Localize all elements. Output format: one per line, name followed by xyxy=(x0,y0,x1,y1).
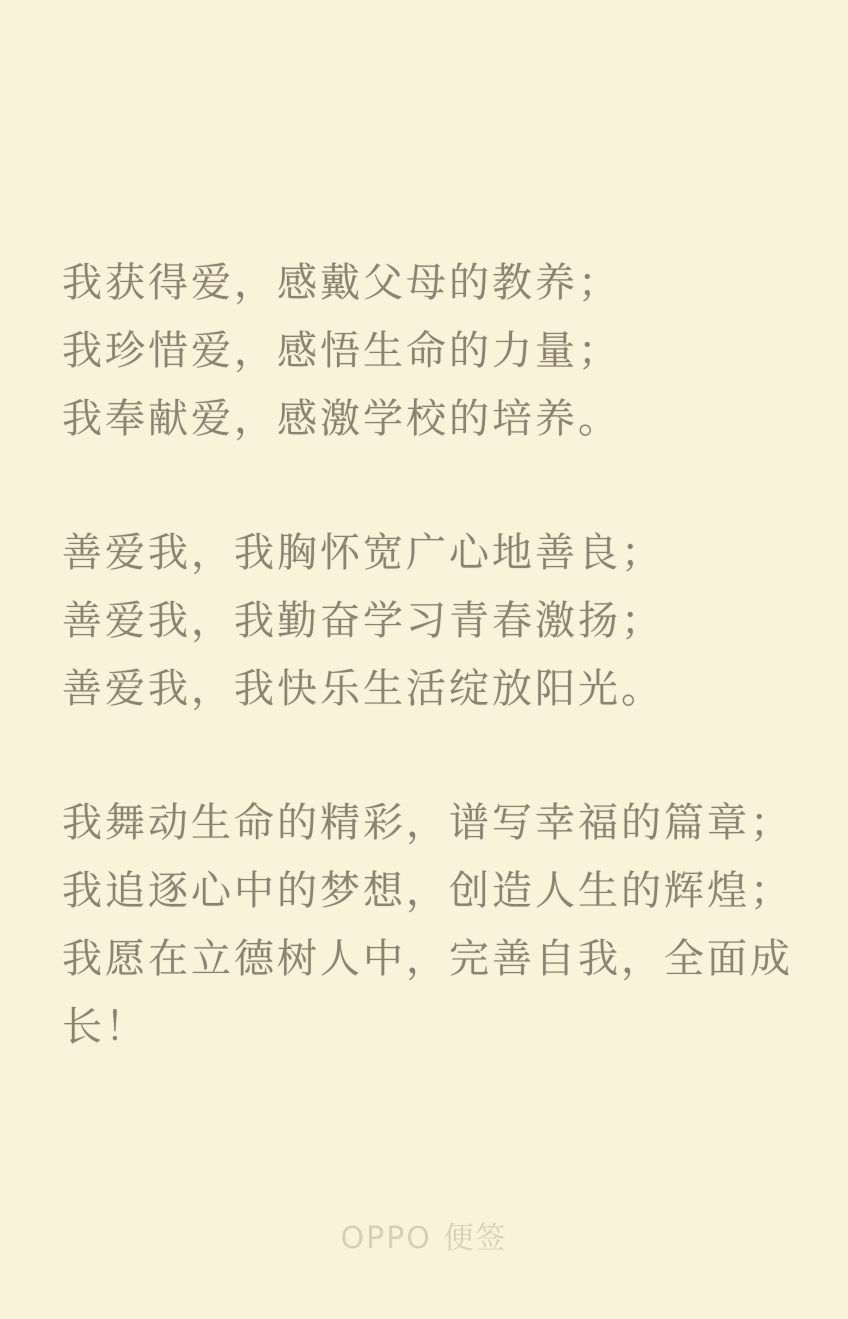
oppo-notes-watermark: OPPO 便签 xyxy=(340,1221,508,1256)
note-line: 我获得爱，感戴父母的教养； xyxy=(62,260,621,306)
stanza-1 xyxy=(62,249,796,453)
note-text xyxy=(62,249,796,1127)
stanza-3 xyxy=(62,789,796,1061)
note-line: 我珍惜爱，感悟生命的力量； xyxy=(62,328,621,374)
note-line: 我舞动生命的精彩，谱写幸福的篇章； xyxy=(62,800,793,846)
note-line: 我奉献爱，感激学校的培养。 xyxy=(62,396,621,442)
note-line: 善爱我，我勤奋学习青春激扬； xyxy=(62,598,664,644)
note-line: 善爱我，我胸怀宽广心地善良； xyxy=(62,530,664,576)
note-line: 我愿在立德树人中，完善自我，全面成长！ xyxy=(62,936,793,1050)
stanza-2 xyxy=(62,519,796,723)
note-line: 我追逐心中的梦想，创造人生的辉煌； xyxy=(62,868,793,914)
note-line: 善爱我，我快乐生活绽放阳光。 xyxy=(62,666,664,712)
